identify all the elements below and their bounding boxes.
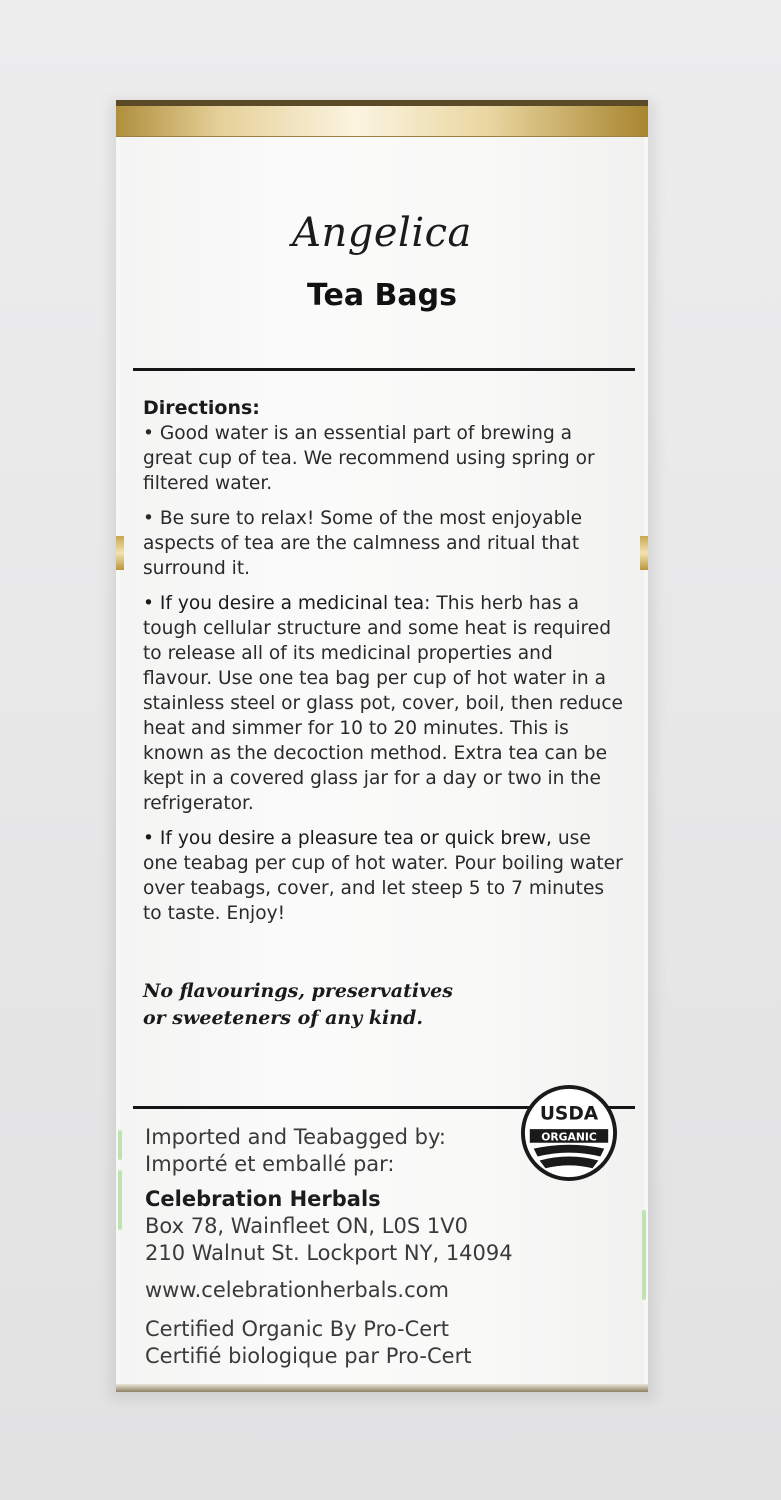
certification-line-fr: Certifié biologique par Pro-Cert bbox=[145, 1344, 472, 1368]
direction-item bbox=[143, 506, 623, 581]
tea-box-side-panel bbox=[116, 100, 648, 1392]
direction-lead: • If you desire a medicinal tea: bbox=[143, 593, 431, 614]
importer-line-fr: Importé et emballé par: bbox=[145, 1152, 395, 1176]
certification-line-en: Certified Organic By Pro-Cert bbox=[145, 1317, 450, 1341]
direction-text: use one teabag per cup of hot water. Pour boiling water over teabags, cover, and let steep 5 to 7 minutes to taste. Enjoy! bbox=[143, 828, 623, 924]
product-subtitle: Tea Bags bbox=[307, 278, 457, 313]
direction-text: • Good water is an essential part of brewing a great cup of tea. We recommend using spring or filtered water. bbox=[143, 423, 595, 494]
green-leaf-edge bbox=[118, 1170, 122, 1230]
direction-item bbox=[143, 591, 623, 816]
gold-stripe-left bbox=[116, 536, 124, 570]
seal-band-text: ORGANIC bbox=[541, 1130, 597, 1144]
direction-text: This herb has a tough cellular structure and some heat is required to release all of its medicinal properties and flavour. Use one tea bag per cup of hot water in a stainless steel or glass pot, cover, boil, then reduce heat and simmer for 10 to 20 minutes. This is known as the decoction method. Extra tea can be kept in a covered glass jar for a day or two in the refrigerator. bbox=[143, 593, 623, 814]
direction-lead: • If you desire a pleasure tea or quick brew, bbox=[143, 828, 552, 849]
importer-line-en: Imported and Teabagged by: bbox=[145, 1125, 446, 1149]
website-url: www.celebrationherbals.com bbox=[145, 1278, 449, 1302]
box-bottom-edge bbox=[116, 1384, 648, 1392]
box-top-edge bbox=[116, 100, 648, 106]
company-name: Celebration Herbals bbox=[145, 1187, 381, 1211]
importer-block bbox=[145, 1124, 625, 1267]
directions-heading: Directions: bbox=[143, 397, 260, 419]
green-leaf-edge bbox=[642, 1210, 646, 1300]
product-name: Angelica bbox=[292, 210, 472, 256]
no-additives-line: No flavourings, preservatives bbox=[143, 980, 453, 1002]
directions-section bbox=[143, 396, 623, 936]
address-line: 210 Walnut St. Lockport NY, 14094 bbox=[145, 1241, 513, 1265]
seal-top-text: USDA bbox=[539, 1103, 599, 1125]
green-leaf-edge bbox=[118, 1130, 122, 1160]
no-additives-line: or sweeteners of any kind. bbox=[143, 1007, 423, 1029]
certification-block bbox=[145, 1316, 625, 1370]
direction-item bbox=[143, 421, 623, 496]
direction-item bbox=[143, 826, 623, 926]
direction-text: • Be sure to relax! Some of the most enjoyable aspects of tea are the calmness and ritual that surround it. bbox=[143, 508, 583, 579]
address-line: Box 78, Wainfleet ON, L0S 1V0 bbox=[145, 1214, 468, 1238]
gold-stripe-right bbox=[640, 536, 648, 570]
no-additives-statement bbox=[143, 978, 623, 1032]
divider-top bbox=[133, 368, 635, 371]
